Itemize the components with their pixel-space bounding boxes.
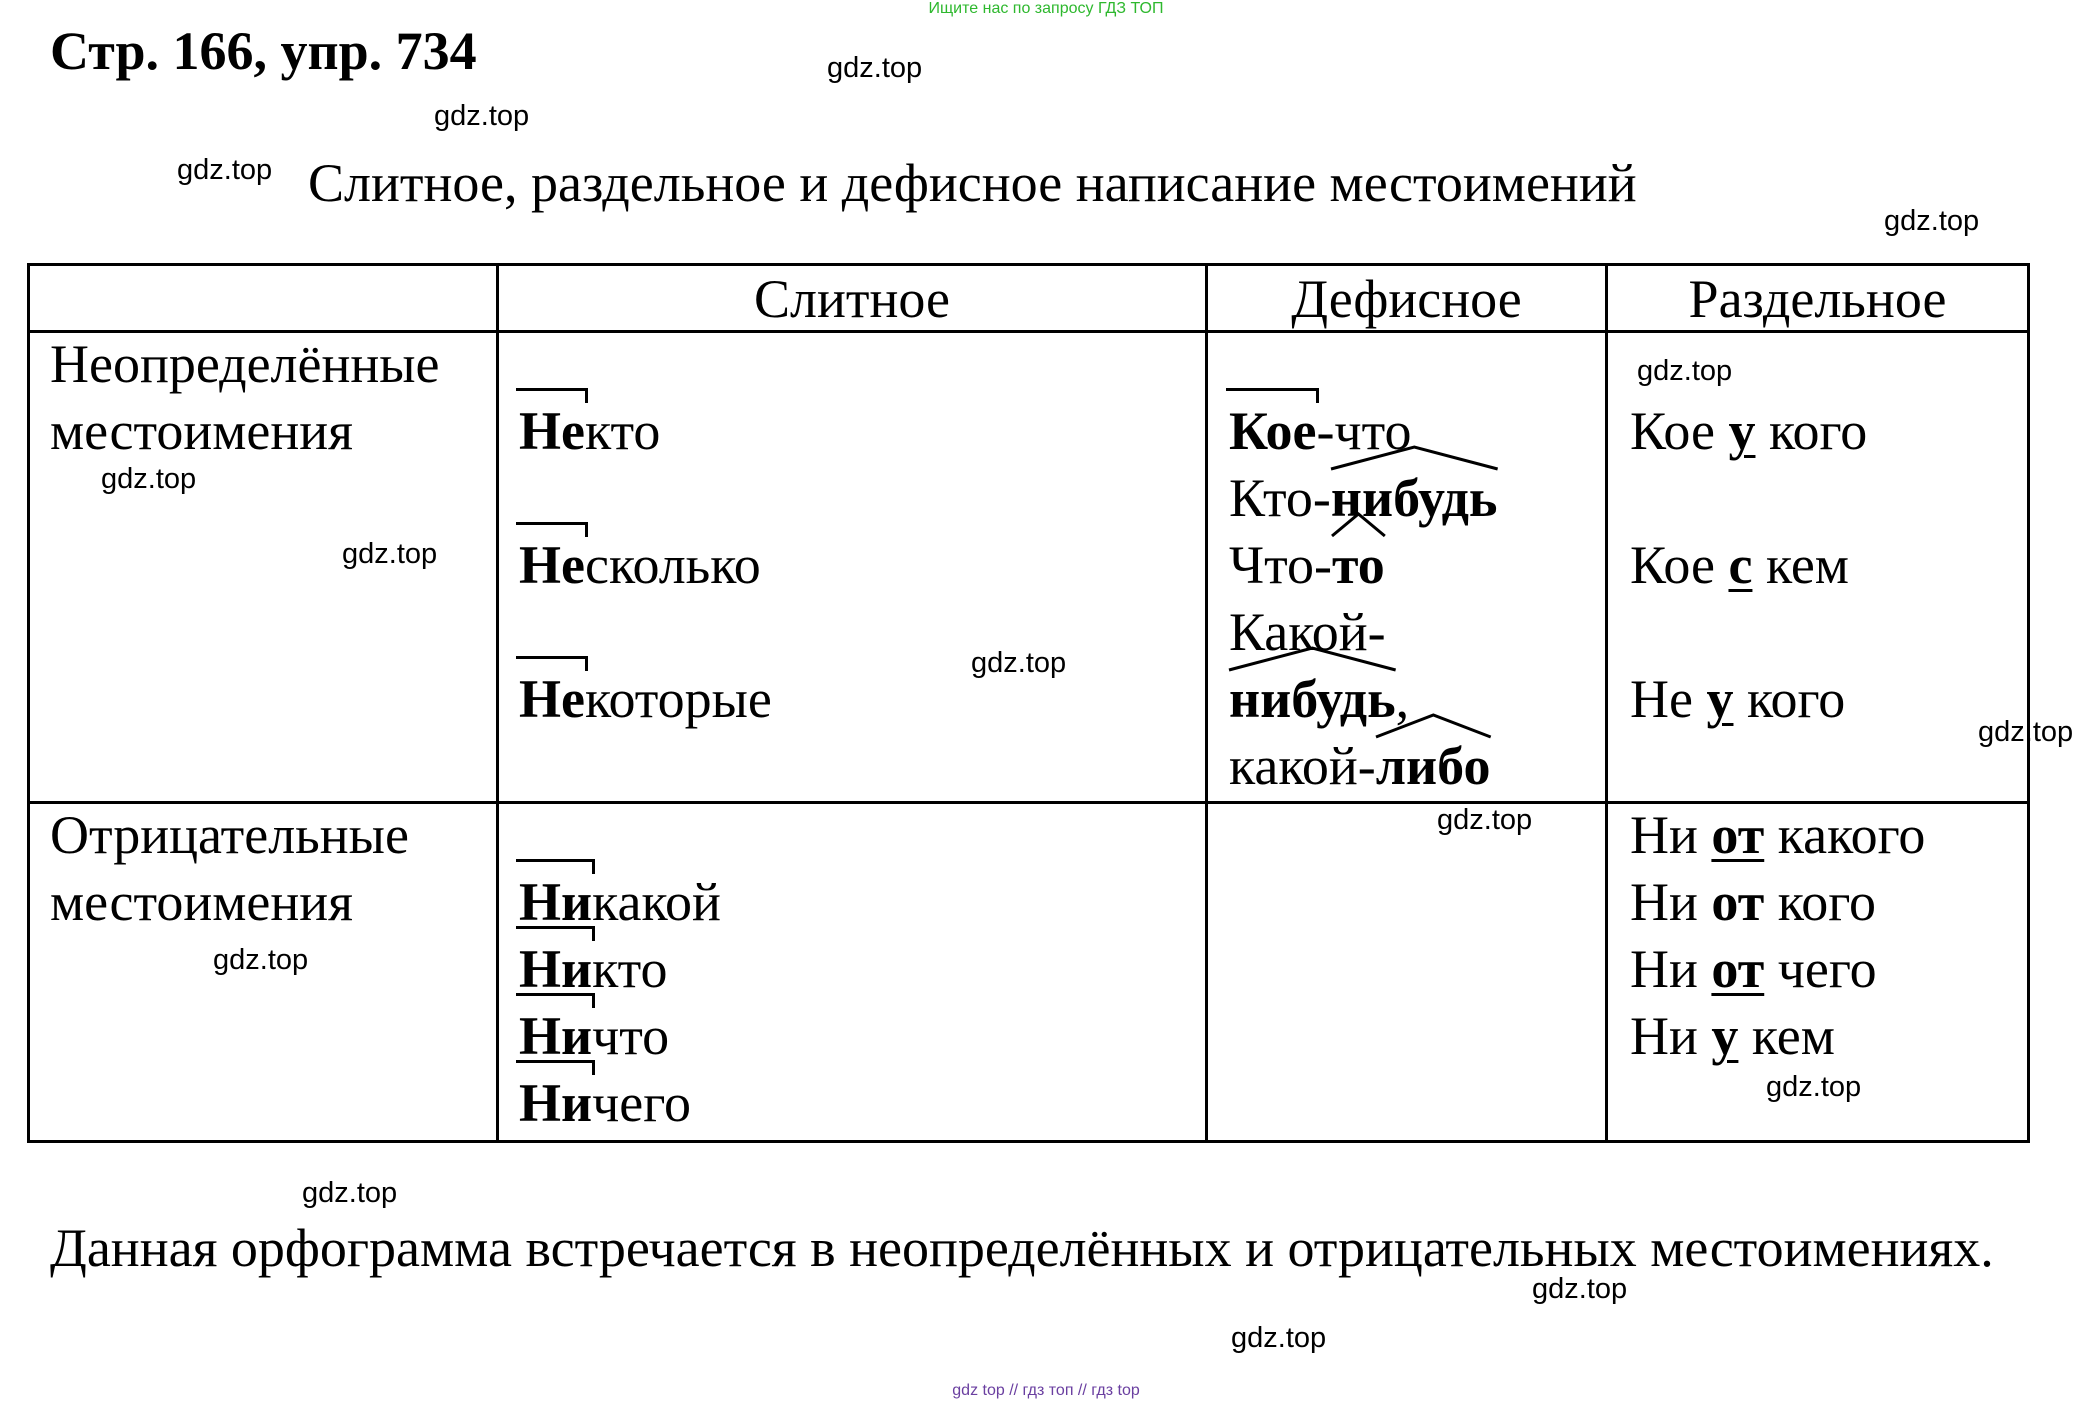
watermark: gdz.top	[213, 944, 309, 976]
hyphen-word: Кое-что	[1229, 401, 1412, 462]
hyphen-cell-empty	[1207, 803, 1607, 1142]
watermark: gdz.top	[1437, 804, 1533, 836]
footer-links[interactable]: gdz top // гдз топ // гдз top	[952, 1382, 1140, 1399]
top-banner[interactable]: Ищите нас по запросу ГДЗ ТОП	[928, 0, 1164, 17]
separate-phrase: Ни у кем	[1630, 1006, 1835, 1067]
category-label-line1: Неопределённые	[50, 334, 440, 395]
prefix-mark: Ни	[519, 1006, 593, 1067]
watermark: gdz.top	[434, 100, 530, 132]
pronoun-spelling-table	[27, 263, 2030, 1143]
suffix-arc: то	[1332, 534, 1385, 596]
conclusion-text: Данная орфограмма встречается в неопределённых и отрицательных местоимениях.	[50, 1218, 1994, 1278]
separate-phrase: Ни от кого	[1630, 872, 1877, 933]
page-title: Стр. 166, упр. 734	[50, 21, 477, 81]
solid-word: Несколько	[519, 535, 761, 596]
separate-phrase: Не у кого	[1630, 669, 1846, 730]
solid-cell	[498, 803, 1207, 1142]
separate-phrase: Кое у кого	[1630, 401, 1868, 462]
prefix-mark: Не	[519, 401, 585, 462]
hyphen-word: Какой-	[1229, 602, 1386, 663]
header-hyphen: Дефисное	[1207, 265, 1607, 332]
suffix-arc: нибудь	[1229, 668, 1396, 730]
hyphen-cell	[1207, 332, 1607, 803]
solid-word: Некоторые	[519, 669, 772, 730]
solid-cell	[498, 332, 1207, 803]
prefix-mark: Ни	[519, 1073, 593, 1134]
hyphen-word: нибудь,	[1229, 668, 1409, 730]
solid-word: Никакой	[519, 872, 721, 933]
category-label-line2: местоимения	[50, 872, 354, 933]
watermark: gdz.top	[177, 154, 273, 186]
hyphen-word: Что- то	[1229, 534, 1385, 596]
prefix-mark: Ни	[519, 939, 593, 1000]
solid-word: Никто	[519, 939, 668, 1000]
table-row-indefinite	[29, 332, 2029, 803]
separate-phrase: Ни от чего	[1630, 939, 1877, 1000]
watermark: gdz.top	[1532, 1273, 1628, 1305]
watermark: gdz.top	[971, 647, 1067, 679]
table-row-negative	[29, 803, 2029, 1142]
solid-word: Ничто	[519, 1006, 670, 1067]
hyphen-word: какой- либо	[1229, 735, 1490, 797]
watermark: gdz.top	[1766, 1071, 1862, 1103]
category-label-line2: местоимения	[50, 401, 354, 462]
separate-phrase: Ни от какого	[1630, 805, 1926, 866]
watermark: gdz.top	[302, 1177, 398, 1209]
category-label-line1: Отрицательные	[50, 805, 409, 866]
prefix-mark: Не	[519, 669, 585, 730]
table-header-row	[29, 265, 2029, 332]
prefix-mark: Не	[519, 535, 585, 596]
watermark: gdz.top	[1978, 716, 2074, 748]
watermark: gdz.top	[342, 538, 438, 570]
watermark: gdz.top	[1231, 1322, 1327, 1354]
watermark: gdz.top	[1637, 355, 1733, 387]
prefix-mark: Ни	[519, 872, 593, 933]
suffix-arc: нибудь	[1331, 467, 1498, 529]
hyphen-word: Кто- нибудь	[1229, 467, 1497, 529]
solid-word: Некто	[519, 401, 661, 462]
subtitle: Слитное, раздельное и дефисное написание местоимений	[308, 153, 1637, 213]
header-separate: Раздельное	[1607, 265, 2029, 332]
separate-cell	[1607, 332, 2029, 803]
watermark: gdz.top	[1884, 205, 1980, 237]
prefix-mark: Кое	[1229, 401, 1317, 462]
solid-word: Ничего	[519, 1073, 692, 1134]
suffix-arc: либо	[1376, 735, 1491, 797]
header-solid: Слитное	[498, 265, 1207, 332]
header-empty-cell	[29, 265, 498, 332]
separate-phrase: Кое с кем	[1630, 535, 1849, 596]
watermark: gdz.top	[101, 463, 197, 495]
watermark: gdz.top	[827, 52, 923, 84]
